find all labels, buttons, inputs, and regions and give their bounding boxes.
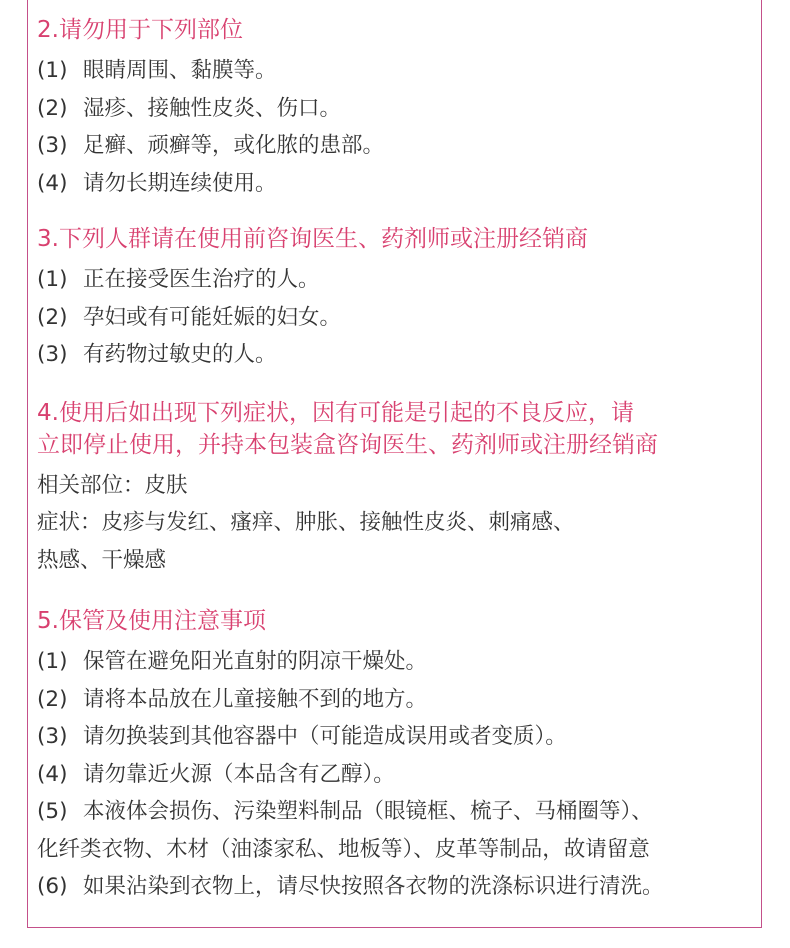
list-item bbox=[37, 90, 752, 128]
paragraph-line: 相关部位：皮肤 bbox=[37, 472, 188, 498]
list-item bbox=[37, 336, 752, 374]
item-number: (3) bbox=[37, 342, 68, 367]
item-text: 眼睛周围、黏膜等。 bbox=[83, 58, 277, 83]
item-text: 正在接受医生治疗的人。 bbox=[83, 267, 320, 292]
section-storage-and-use bbox=[37, 579, 752, 906]
item-text: 湿疹、接触性皮炎、伤口。 bbox=[83, 95, 342, 121]
section-prohibited-areas bbox=[37, 0, 752, 202]
paragraph-line: 症状：皮疹与发红、瘙痒、肿胀、接触性皮炎、刺痛感、 bbox=[37, 510, 575, 535]
paragraph-line: 热感、干燥感 bbox=[37, 547, 167, 573]
list-item bbox=[37, 681, 752, 719]
item-number: (2) bbox=[37, 686, 68, 712]
item-number: (2) bbox=[37, 95, 68, 121]
list-item bbox=[37, 165, 752, 203]
item-number: (4) bbox=[37, 170, 68, 196]
list-item bbox=[37, 299, 752, 337]
item-number: (4) bbox=[37, 761, 68, 787]
section-adverse-reactions bbox=[37, 374, 752, 580]
item-number: (6) bbox=[37, 874, 68, 899]
item-text: 有药物过敏史的人。 bbox=[83, 342, 277, 367]
section-heading: 2.请勿用于下列部位 bbox=[37, 17, 243, 43]
item-text: 孕妇或有可能妊娠的妇女。 bbox=[83, 304, 342, 330]
section-heading: 3.下列人群请在使用前咨询医生、药剂师或注册经销商 bbox=[37, 226, 588, 252]
item-number: (1) bbox=[37, 649, 68, 674]
item-text: 请勿长期连续使用。 bbox=[83, 170, 277, 196]
paragraph-line: 化纤类衣物、木材（油漆家私、地板等）、皮革等制品，故请留意 bbox=[37, 836, 650, 862]
item-text: 请将本品放在儿童接触不到的地方。 bbox=[83, 686, 428, 712]
list-item bbox=[37, 793, 752, 831]
item-number: (1) bbox=[37, 58, 68, 83]
item-text: 足癣、顽癣等，或化脓的患部。 bbox=[83, 133, 385, 158]
item-number: (1) bbox=[37, 267, 68, 292]
list-item bbox=[37, 718, 752, 756]
item-number: (5) bbox=[37, 799, 68, 824]
item-text: 本液体会损伤、污染塑料制品（眼镜框、梳子、马桶圈等）、 bbox=[83, 799, 653, 824]
list-item bbox=[37, 127, 752, 165]
precautions-document bbox=[37, 0, 752, 906]
list-item bbox=[37, 756, 752, 794]
item-text: 保管在避免阳光直射的阴凉干燥处。 bbox=[83, 649, 428, 674]
list-item bbox=[37, 643, 752, 681]
list-item bbox=[37, 868, 752, 906]
item-number: (3) bbox=[37, 724, 68, 749]
item-text: 请勿换装到其他容器中（可能造成误用或者变质）。 bbox=[83, 724, 567, 749]
item-number: (3) bbox=[37, 133, 68, 158]
section-heading: 5.保管及使用注意事项 bbox=[37, 608, 266, 634]
section-heading: 立即停止使用，并持本包装盒咨询医生、药剂师或注册经销商 bbox=[37, 431, 658, 458]
list-item bbox=[37, 261, 752, 299]
item-text: 如果沾染到衣物上，请尽快按照各衣物的洗涤标识进行清洗。 bbox=[83, 874, 664, 899]
section-consult-before-use bbox=[37, 202, 752, 374]
section-heading: 4.使用后如出现下列症状，因有可能是引起的不良反应，请 bbox=[37, 399, 634, 426]
item-text: 请勿靠近火源（本品含有乙醇）。 bbox=[83, 761, 395, 787]
item-number: (2) bbox=[37, 304, 68, 330]
list-item bbox=[37, 52, 752, 90]
